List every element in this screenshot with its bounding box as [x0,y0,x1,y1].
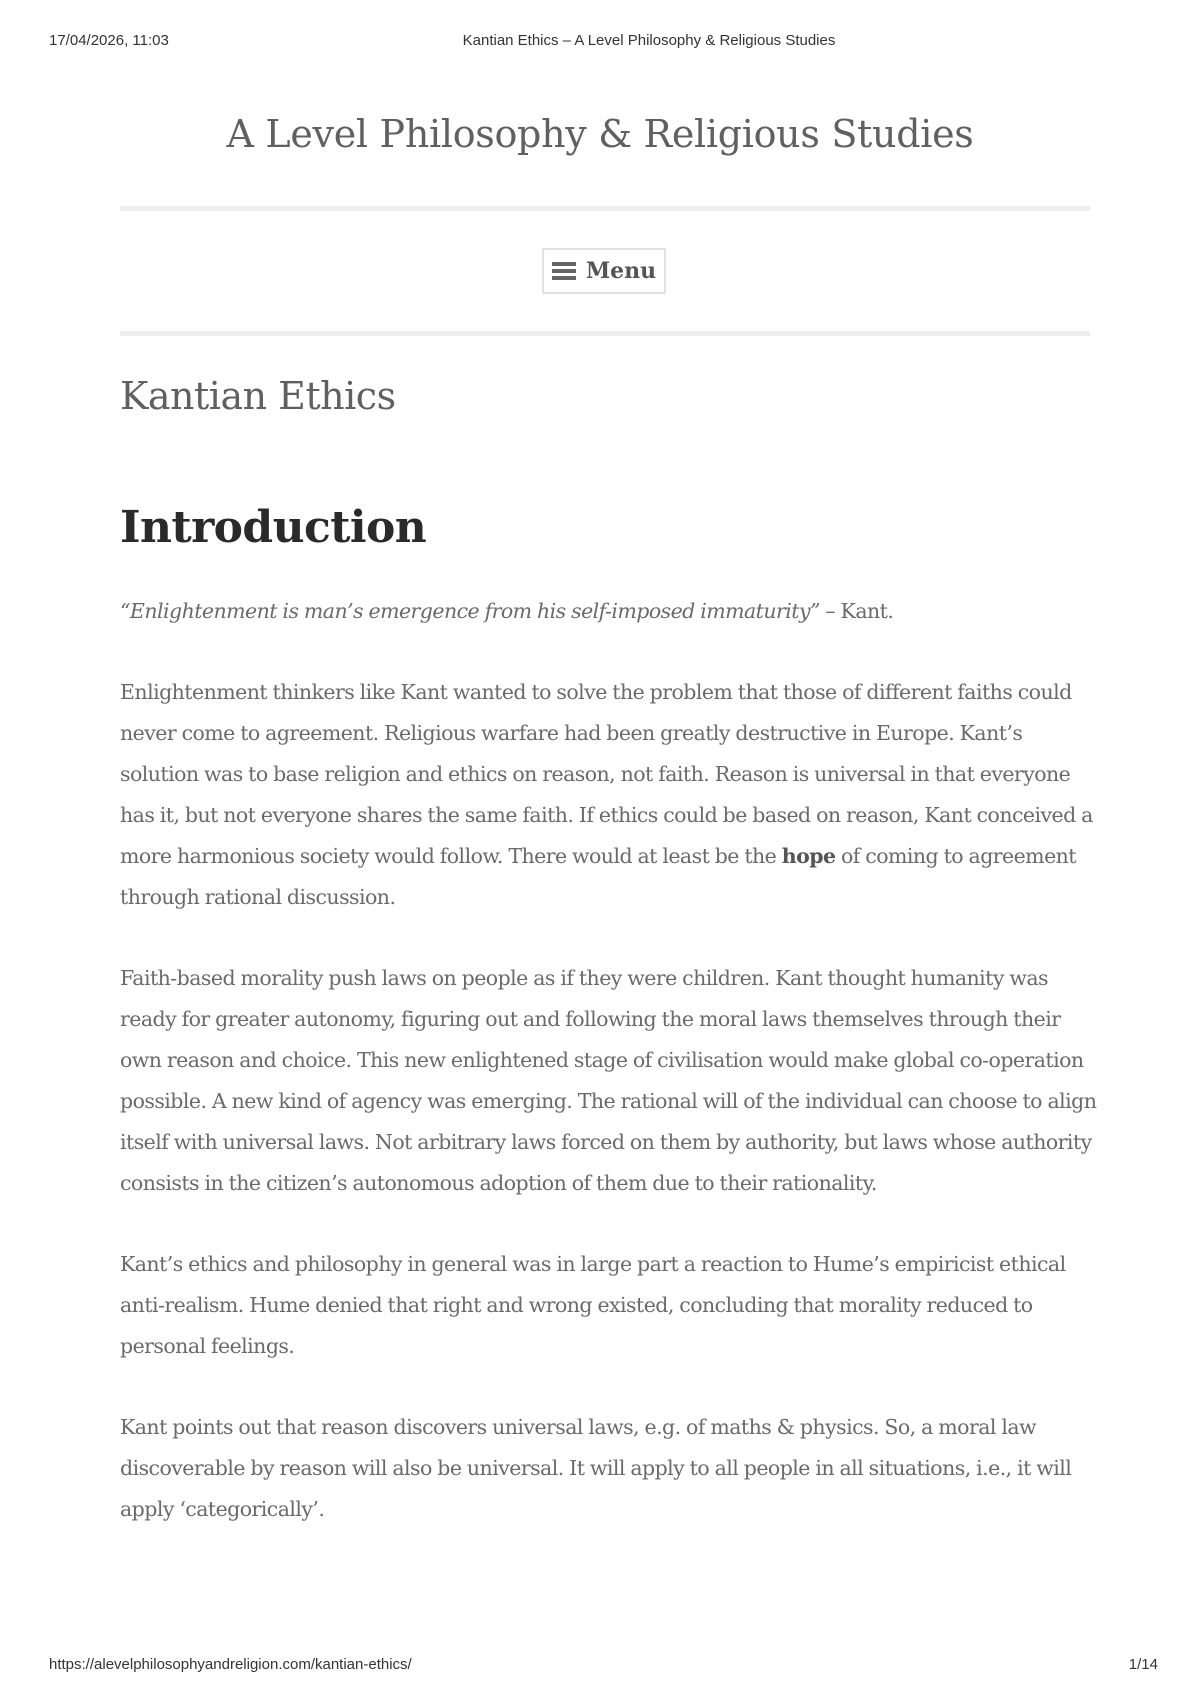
print-header [0,28,1200,52]
paragraph-1 [120,672,1100,918]
print-datetime: 17/04/2026, 11:03 [49,32,169,49]
print-page-url: https://alevelphilosophyandreligion.com/kantian-ethics/ [49,1656,412,1673]
paragraph-1-text-end: of coming to agreement through rational discussion. [120,844,1076,909]
hamburger-menu-icon [552,262,576,280]
print-page-number: 1/14 [1128,1656,1158,1673]
print-document-title: Kantian Ethics – A Level Philosophy & Religious Studies [462,32,836,49]
paragraph-3: Kant’s ethics and philosophy in general was in large part a reaction to Hume’s empiricist ethical anti-realism. Hume denied that right and wrong existed, concluding that morality reduced to personal feelings. [120,1252,1066,1358]
paragraph-4: Kant points out that reason discovers universal laws, e.g. of maths & physics. So, a moral law discoverable by reason will also be universal. It will apply to all people in all situations, i.e., it will apply ‘categorically’. [120,1415,1072,1521]
page-title: Kantian Ethics [120,374,396,418]
paragraph-2: Faith-based morality push laws on people as if they were children. Kant thought humanity was ready for greater autonomy, figuring out and following the moral laws themselves through their own reason and choice. This new enlightened stage of civilisation would make global co-operation possible. A new kind of agency was emerging. The rational will of the individual can choose to align itself with universal laws. Not arbitrary laws forced on them by authority, but laws whose authority consists in the citizen’s autonomous adoption of them due to their rationality. [120,966,1097,1195]
kant-quote [120,591,1100,632]
quote-text: “Enlightenment is man’s emergence from his self-imposed immaturity” [120,599,820,623]
quote-attribution: – Kant. [819,599,894,623]
header-divider-bottom [120,331,1090,336]
section-heading-introduction: Introduction [120,502,427,553]
header-divider-top [120,206,1090,211]
print-footer [0,1652,1200,1676]
paragraph-1-text-start: Enlightenment thinkers like Kant wanted to solve the problem that those of different faiths could never come to agreement. Religious warfare had been greatly destructive in Europe. Kant’s solution was to base religion and ethics on reason, not faith. Reason is universal in that everyone has it, but not everyone shares the same faith. If ethics could be based on reason, Kant conceived a more harmonious society would follow. There would at least be the [120,680,1093,868]
menu-button-label: Menu [585,258,657,284]
article-content [120,498,1100,1570]
menu-button[interactable] [542,248,666,294]
paragraph-1-bold-hope: hope [781,844,836,868]
site-title-link[interactable]: A Level Philosophy & Religious Studies [226,112,974,156]
